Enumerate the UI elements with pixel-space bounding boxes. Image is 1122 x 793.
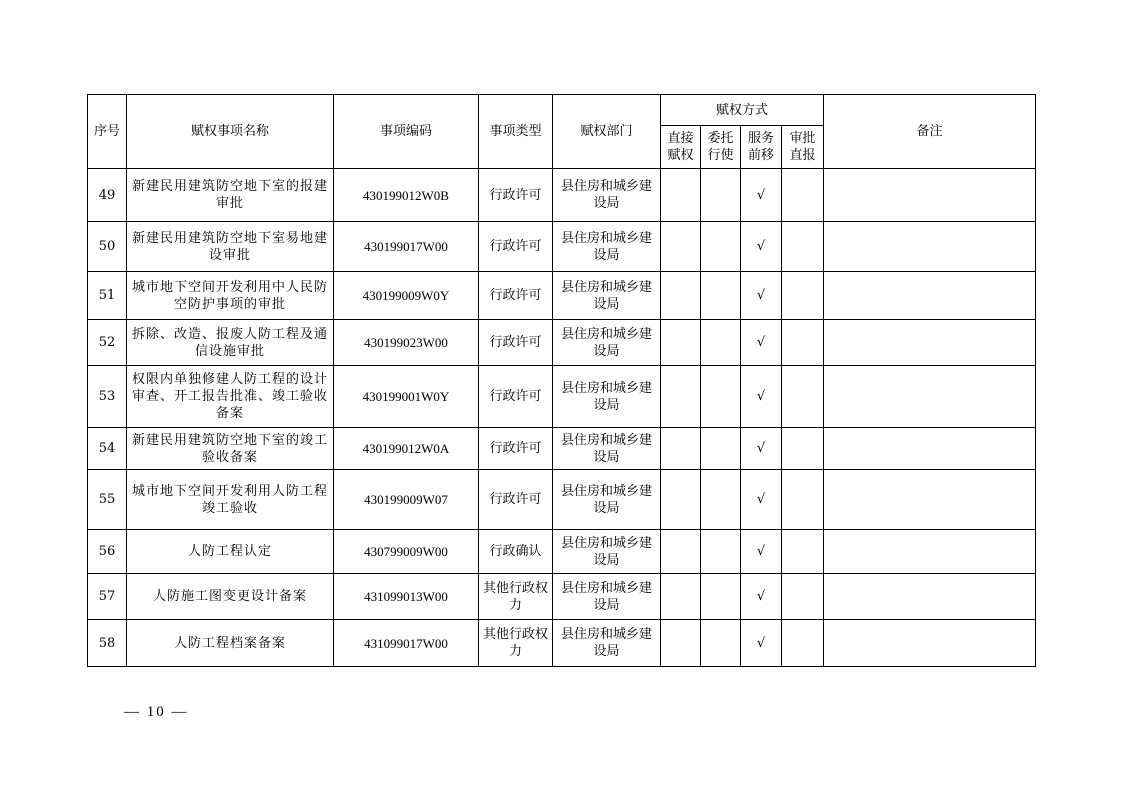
row-mode-entrust [701, 169, 741, 222]
row-dept: 县住房和城乡建设局 [553, 169, 661, 222]
table-row [88, 222, 1036, 272]
row-seq: 58 [88, 620, 127, 667]
row-mode-report [782, 620, 824, 667]
table-row [88, 320, 1036, 366]
header-name: 赋权事项名称 [127, 95, 334, 169]
row-type: 行政许可 [479, 428, 553, 470]
row-type: 其他行政权力 [479, 620, 553, 667]
row-dept: 县住房和城乡建设局 [553, 530, 661, 574]
row-mode-service: √ [741, 620, 782, 667]
table-body [88, 169, 1036, 667]
row-mode-service: √ [741, 272, 782, 320]
row-mode-service: √ [741, 428, 782, 470]
table-row [88, 530, 1036, 574]
row-code: 430199009W0Y [334, 272, 479, 320]
row-seq: 53 [88, 366, 127, 428]
row-mode-service: √ [741, 222, 782, 272]
row-dept: 县住房和城乡建设局 [553, 428, 661, 470]
table-row [88, 169, 1036, 222]
row-mode-direct [661, 320, 701, 366]
row-remark [824, 272, 1036, 320]
row-code: 430199012W0B [334, 169, 479, 222]
row-mode-service: √ [741, 169, 782, 222]
header-mode-service: 服务前移 [741, 126, 782, 169]
row-mode-report [782, 530, 824, 574]
row-dept: 县住房和城乡建设局 [553, 620, 661, 667]
row-remark [824, 620, 1036, 667]
header-mode-direct: 直接赋权 [661, 126, 701, 169]
row-code: 430799009W00 [334, 530, 479, 574]
row-code: 431099013W00 [334, 574, 479, 620]
row-mode-direct [661, 169, 701, 222]
row-mode-service: √ [741, 366, 782, 428]
row-mode-report [782, 428, 824, 470]
row-code: 431099017W00 [334, 620, 479, 667]
row-name: 权限内单独修建人防工程的设计审查、开工报告批准、竣工验收备案 [127, 366, 334, 428]
row-mode-service: √ [741, 470, 782, 530]
row-dept: 县住房和城乡建设局 [553, 470, 661, 530]
table-row [88, 272, 1036, 320]
row-type: 行政确认 [479, 530, 553, 574]
row-mode-report [782, 320, 824, 366]
header-dept: 赋权部门 [553, 95, 661, 169]
row-mode-entrust [701, 366, 741, 428]
row-mode-direct [661, 470, 701, 530]
row-name: 人防施工图变更设计备案 [127, 574, 334, 620]
row-code: 430199009W07 [334, 470, 479, 530]
row-mode-entrust [701, 620, 741, 667]
row-mode-report [782, 222, 824, 272]
row-remark [824, 320, 1036, 366]
row-dept: 县住房和城乡建设局 [553, 366, 661, 428]
row-mode-report [782, 272, 824, 320]
table-row [88, 428, 1036, 470]
table-row [88, 574, 1036, 620]
header-remark: 备注 [824, 95, 1036, 169]
row-dept: 县住房和城乡建设局 [553, 272, 661, 320]
row-mode-entrust [701, 320, 741, 366]
row-remark [824, 366, 1036, 428]
row-type: 行政许可 [479, 320, 553, 366]
row-mode-service: √ [741, 530, 782, 574]
row-name: 人防工程档案备案 [127, 620, 334, 667]
row-seq: 49 [88, 169, 127, 222]
row-mode-direct [661, 272, 701, 320]
row-name: 新建民用建筑防空地下室的报建审批 [127, 169, 334, 222]
page-number: — 10 — [124, 704, 189, 720]
row-name: 城市地下空间开发利用中人民防空防护事项的审批 [127, 272, 334, 320]
row-code: 430199017W00 [334, 222, 479, 272]
row-dept: 县住房和城乡建设局 [553, 574, 661, 620]
row-mode-direct [661, 428, 701, 470]
row-mode-entrust [701, 574, 741, 620]
row-code: 430199012W0A [334, 428, 479, 470]
row-type: 行政许可 [479, 169, 553, 222]
row-mode-entrust [701, 530, 741, 574]
row-name: 拆除、改造、报废人防工程及通信设施审批 [127, 320, 334, 366]
row-mode-report [782, 574, 824, 620]
row-mode-direct [661, 222, 701, 272]
row-type: 其他行政权力 [479, 574, 553, 620]
row-type: 行政许可 [479, 366, 553, 428]
row-name: 人防工程认定 [127, 530, 334, 574]
row-mode-entrust [701, 222, 741, 272]
row-mode-direct [661, 366, 701, 428]
row-code: 430199023W00 [334, 320, 479, 366]
row-seq: 57 [88, 574, 127, 620]
row-mode-direct [661, 530, 701, 574]
row-mode-direct [661, 620, 701, 667]
row-mode-report [782, 169, 824, 222]
authorization-table [87, 94, 1036, 667]
row-mode-report [782, 470, 824, 530]
table-row [88, 620, 1036, 667]
row-remark [824, 470, 1036, 530]
row-name: 城市地下空间开发利用人防工程竣工验收 [127, 470, 334, 530]
row-remark [824, 574, 1036, 620]
row-type: 行政许可 [479, 272, 553, 320]
row-mode-service: √ [741, 574, 782, 620]
header-type: 事项类型 [479, 95, 553, 169]
header-seq: 序号 [88, 95, 127, 169]
row-type: 行政许可 [479, 470, 553, 530]
row-seq: 54 [88, 428, 127, 470]
row-remark [824, 169, 1036, 222]
row-mode-service: √ [741, 320, 782, 366]
row-mode-entrust [701, 470, 741, 530]
row-type: 行政许可 [479, 222, 553, 272]
row-seq: 51 [88, 272, 127, 320]
row-dept: 县住房和城乡建设局 [553, 320, 661, 366]
row-seq: 55 [88, 470, 127, 530]
row-mode-report [782, 366, 824, 428]
header-code: 事项编码 [334, 95, 479, 169]
row-seq: 52 [88, 320, 127, 366]
row-name: 新建民用建筑防空地下室易地建设审批 [127, 222, 334, 272]
row-name: 新建民用建筑防空地下室的竣工验收备案 [127, 428, 334, 470]
header-row [88, 95, 1036, 126]
header-mode-entrust: 委托行使 [701, 126, 741, 169]
row-seq: 50 [88, 222, 127, 272]
row-mode-direct [661, 574, 701, 620]
table-row [88, 470, 1036, 530]
header-mode: 赋权方式 [661, 95, 824, 126]
row-code: 430199001W0Y [334, 366, 479, 428]
row-mode-entrust [701, 272, 741, 320]
header-mode-report: 审批直报 [782, 126, 824, 169]
table-row [88, 366, 1036, 428]
row-remark [824, 530, 1036, 574]
row-dept: 县住房和城乡建设局 [553, 222, 661, 272]
row-remark [824, 222, 1036, 272]
row-remark [824, 428, 1036, 470]
row-mode-entrust [701, 428, 741, 470]
row-seq: 56 [88, 530, 127, 574]
